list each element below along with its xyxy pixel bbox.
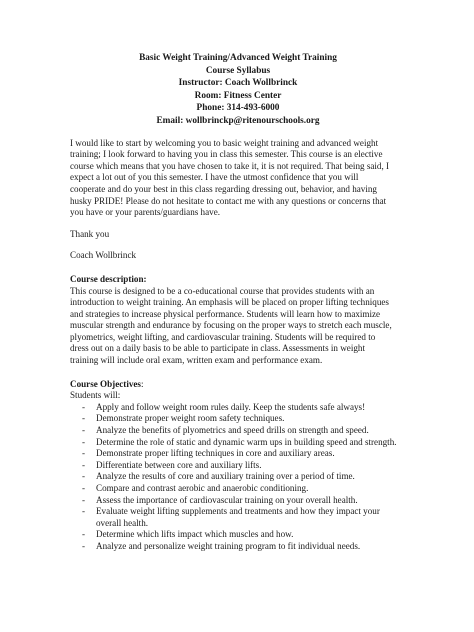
objective-text: Analyze the benefits of plyometrics and speed drills on strength and speed. — [96, 425, 369, 436]
objective-text: Evaluate weight lifting supplements and treatments and how they impact your overall health. — [96, 506, 380, 528]
objective-item — [70, 402, 406, 414]
objectives-lead: Students will: — [70, 390, 121, 401]
instructor-line: Instructor: Coach Wollbrinck — [178, 78, 298, 89]
dash-bullet: - — [82, 471, 86, 482]
email-line: Email: wollbrinckp@ritenourschools.org — [156, 115, 320, 126]
course-subtitle: Course Syllabus — [205, 65, 271, 76]
objective-item — [70, 541, 406, 553]
objective-item — [70, 483, 406, 495]
intro-line: cooperate and do your best in this class regarding dressing out, behavior, and having — [70, 183, 377, 194]
thank-you: Thank you — [70, 228, 110, 239]
syllabus-page — [70, 52, 406, 553]
dash-bullet: - — [82, 459, 86, 470]
description-line: dress out on a daily basis to be able to participate in class. Assessments in weight — [70, 343, 365, 354]
intro-line: expect a lot out of you this semester. I have the utmost confidence that you will — [70, 172, 359, 183]
dash-bullet: - — [82, 540, 86, 551]
objective-text: Apply and follow weight room rules daily. Keep the students safe always! — [96, 401, 366, 412]
objectives-heading — [70, 379, 406, 391]
description-line: plyometrics, weight lifting, and cardiovascular training. Students will be required to — [70, 331, 376, 342]
phone-line: Phone: 314-493-6000 — [196, 103, 280, 114]
objective-text: Determine the role of static and dynamic warm ups in building speed and strength. — [96, 436, 397, 447]
description-line: This course is designed to be a co-educational course that provides students with an — [70, 285, 375, 296]
dash-bullet: - — [82, 494, 86, 505]
syllabus-header — [70, 52, 406, 128]
objectives-heading-colon: : — [140, 378, 144, 389]
intro-line: course which means that you have chosen to take it, it is not required. That being said, I — [70, 160, 390, 171]
description-line: training will include oral exam, written exam and performance exam. — [70, 355, 323, 366]
objective-text: Demonstrate proper weight room safety techniques. — [96, 413, 285, 424]
objective-text: Demonstrate proper lifting techniques in core and auxiliary areas. — [96, 448, 335, 459]
dash-bullet: - — [82, 425, 86, 436]
room-line: Room: Fitness Center — [194, 90, 282, 101]
description-heading: Course description: — [70, 273, 147, 284]
intro-line: you have or your parents/guardians have. — [70, 207, 220, 218]
objective-item — [70, 506, 406, 529]
objective-text: Differentiate between core and auxiliary lifts. — [96, 459, 262, 470]
dash-bullet: - — [82, 401, 86, 412]
objectives-list — [70, 402, 406, 553]
objective-text: Analyze the results of core and auxiliary training over a period of time. — [96, 471, 355, 482]
dash-bullet: - — [82, 413, 86, 424]
objective-item — [70, 460, 406, 472]
objectives-heading-text: Course Objectives — [70, 378, 141, 389]
description-paragraph — [70, 286, 406, 367]
objective-item — [70, 413, 406, 425]
description-line: introduction to weight training. An emphasis will be placed on proper lifting techniques — [70, 297, 389, 308]
dash-bullet: - — [82, 529, 86, 540]
objective-text: Compare and contrast aerobic and anaerobic conditioning. — [96, 483, 309, 493]
intro-line: husky PRIDE! Please do not hesitate to contact me with any questions or concerns that — [70, 195, 387, 206]
objective-item — [70, 448, 406, 460]
description-line: muscular strength and endurance by focusing on the proper ways to stretch each muscle, — [70, 320, 392, 331]
objective-item — [70, 425, 406, 437]
description-line: and strategies to increase physical performance. Students will learn how to maximize — [70, 308, 381, 319]
intro-line: training; I look forward to having you in class this semester. This course is an elective — [70, 149, 383, 160]
course-title: Basic Weight Training/Advanced Weight Training — [139, 53, 337, 63]
dash-bullet: - — [82, 436, 86, 447]
dash-bullet: - — [82, 448, 86, 459]
dash-bullet: - — [82, 506, 86, 517]
intro-paragraph — [70, 138, 406, 219]
signature: Coach Wollbrinck — [70, 250, 137, 261]
objective-item — [70, 529, 406, 541]
objective-item — [70, 471, 406, 483]
objective-text: Determine which lifts impact which muscles and how. — [96, 529, 294, 540]
objective-item — [70, 437, 406, 449]
dash-bullet: - — [82, 483, 86, 493]
objective-text: Analyze and personalize weight training program to fit individual needs. — [96, 540, 361, 551]
objective-item — [70, 495, 406, 507]
objective-text: Assess the importance of cardiovascular training on your overall health. — [96, 494, 358, 505]
intro-line: I would like to start by welcoming you to basic weight training and advanced weight — [70, 137, 379, 148]
